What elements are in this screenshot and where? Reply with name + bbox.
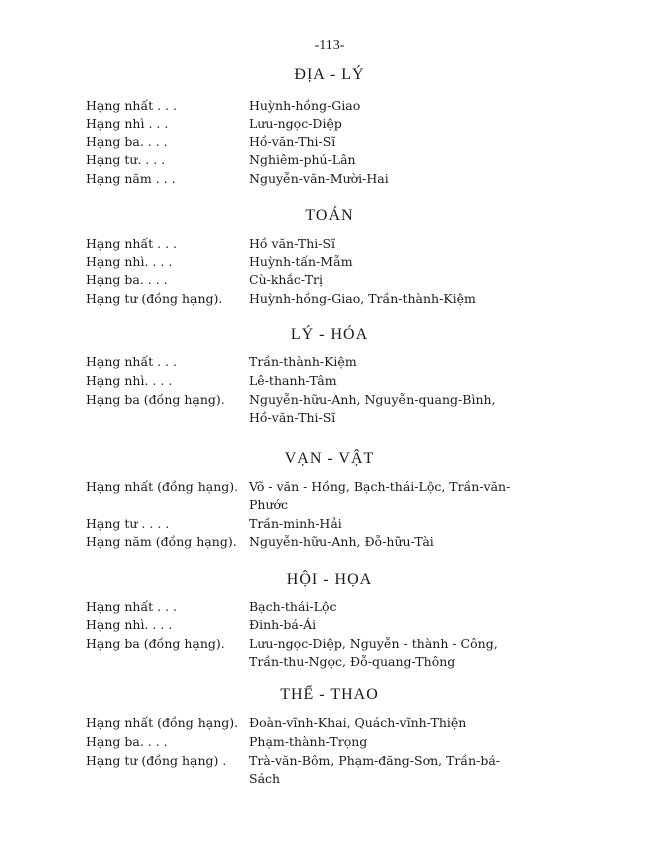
- rank-label: Hạng năm (đồng hạng).: [86, 534, 237, 549]
- student-names: Đinh-bá-Ái: [249, 617, 317, 632]
- student-names: Lưu-ngọc-Diệp, Nguyễn - thành - Công, Trần-thu-Ngọc, Đỗ-quang-Thông: [249, 636, 498, 669]
- rank-label: Hạng ba. . . .: [86, 734, 168, 749]
- student-names: Trần-minh-Hải: [249, 516, 342, 531]
- student-names: Hồ-văn-Thi-Sĩ: [249, 134, 336, 149]
- rank-label: Hạng nhất . . .: [86, 98, 178, 113]
- rank-label: Hạng nhì. . . .: [86, 373, 173, 388]
- rank-label: Hạng ba. . . .: [86, 272, 168, 287]
- student-names: Huỳnh-tấn-Mẫm: [249, 254, 353, 269]
- rank-label: Hạng tư (đồng hạng).: [86, 291, 223, 306]
- student-names: Hồ văn-Thi-Sĩ: [249, 236, 336, 251]
- rank-label: Hạng tư. . . .: [86, 152, 166, 167]
- rank-label: Hạng năm . . .: [86, 171, 176, 186]
- student-names: Nguyễn-hữu-Anh, Nguyễn-quang-Bình, Hồ-văn-Thi-Sĩ: [249, 392, 496, 425]
- rank-label: Hạng nhì . . .: [86, 116, 169, 131]
- student-names: Đoàn-vĩnh-Khai, Quách-vĩnh-Thiện: [249, 715, 467, 730]
- student-names: Trà-văn-Bôm, Phạm-đăng-Sơn, Trần-bá-Sách: [249, 753, 501, 786]
- student-names: Huỳnh-hồng-Giao: [249, 98, 361, 113]
- rank-label: Hạng ba. . . .: [86, 134, 168, 149]
- rank-label: Hạng tư (đồng hạng) .: [86, 753, 227, 768]
- student-names: Lê-thanh-Tâm: [249, 373, 337, 388]
- student-names: Trần-thành-Kiệm: [249, 354, 357, 369]
- student-names: Nghiêm-phú-Lân: [249, 152, 356, 167]
- section-title-hoi-hoa: HỘI - HỌA: [286, 571, 373, 588]
- section-title-van-vat: VẠN - VẬT: [284, 450, 375, 467]
- student-names: Cù-khắc-Trị: [249, 272, 324, 287]
- student-names: Lưu-ngọc-Diệp: [249, 116, 342, 131]
- rank-label: Hạng nhì. . . .: [86, 254, 173, 269]
- student-names: Nguyễn-hữu-Anh, Đỗ-hữu-Tài: [249, 534, 434, 549]
- page-number: -113-: [314, 38, 345, 53]
- rank-label: Hạng nhất (đồng hạng).: [86, 479, 239, 494]
- section-title-toan: TOÁN: [305, 207, 354, 224]
- rank-label: Hạng tư . . . .: [86, 516, 170, 531]
- section-title-the-thao: THỂ - THAO: [280, 686, 379, 703]
- student-names: Bạch-thái-Lộc: [249, 599, 337, 614]
- rank-label: Hạng ba (đồng hạng).: [86, 392, 225, 407]
- student-names: Võ - văn - Hồng, Bạch-thái-Lộc, Trần-văn-Phước: [249, 479, 511, 512]
- rank-label: Hạng ba (đồng hạng).: [86, 636, 225, 651]
- student-names: Nguyễn-văn-Mười-Hai: [249, 171, 389, 186]
- student-names: Phạm-thành-Trọng: [249, 734, 368, 749]
- rank-label: Hạng nhất . . .: [86, 236, 178, 251]
- rank-label: Hạng nhất . . .: [86, 599, 178, 614]
- rank-label: Hạng nhất . . .: [86, 354, 178, 369]
- rank-label: Hạng nhì. . . .: [86, 617, 173, 632]
- section-title-ly-hoa: LÝ - HÓA: [290, 326, 369, 343]
- student-names: Huỳnh-hồng-Giao, Trần-thành-Kiệm: [249, 291, 476, 306]
- rank-label: Hạng nhất (đồng hạng).: [86, 715, 239, 730]
- section-title-dia-ly: ĐỊA - LÝ: [294, 66, 365, 83]
